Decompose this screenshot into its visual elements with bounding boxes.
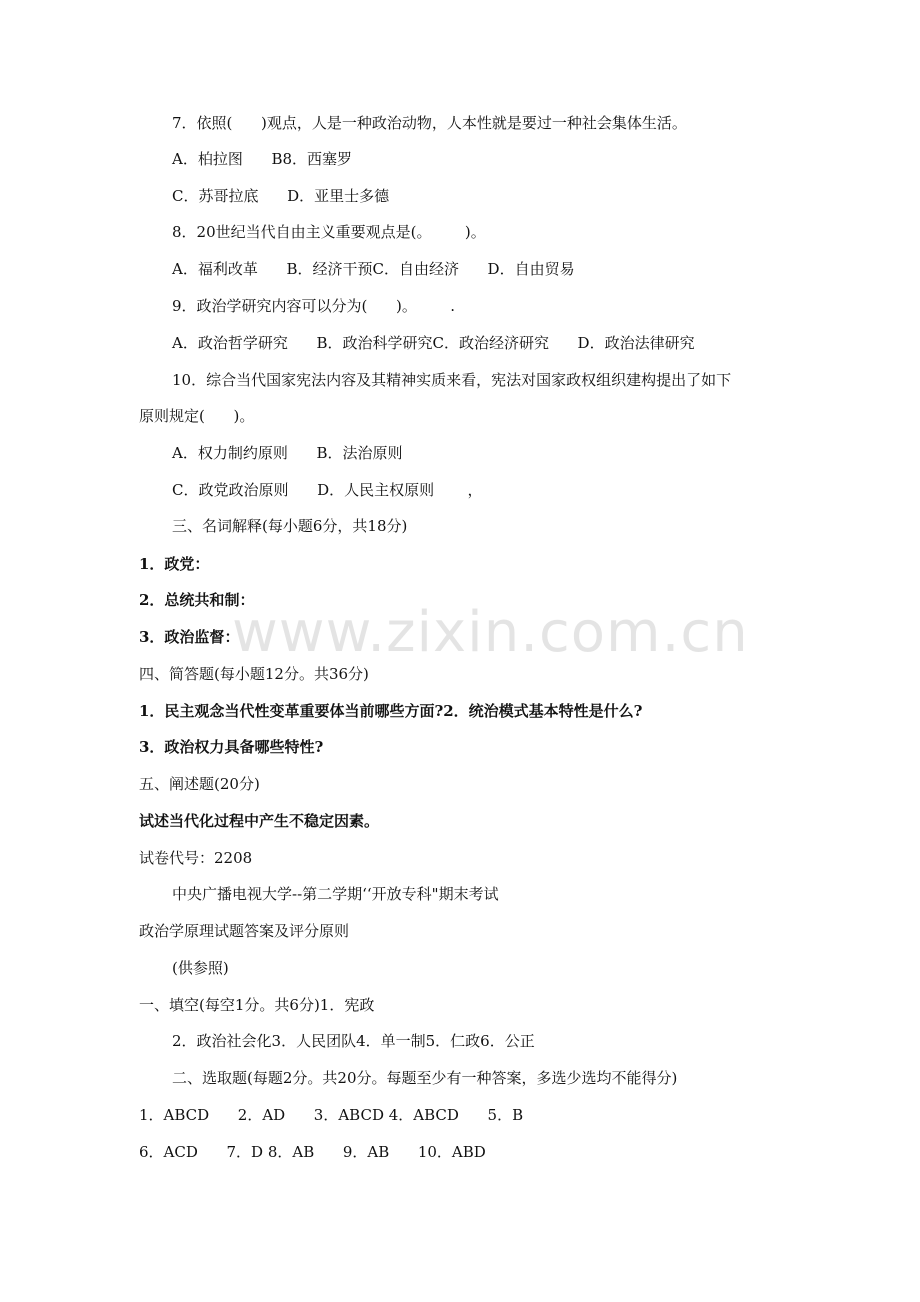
term-3: 3．政治监督： — [139, 628, 240, 646]
answer-section-1: 一、填空(每空1分。共6分)1．宪政 — [139, 996, 375, 1014]
short-answer-3: 3．政治权力具备哪些特性? — [139, 738, 324, 756]
question-8-options: A．福利改革 B．经济干预C．自由经济 D．自由贸易 — [172, 260, 575, 278]
question-9-options: A．政治哲学研究 B．政治科学研究C．政治经济研究 D．政治法律研究 — [172, 334, 695, 352]
answer-section-1-continued: 2．政治社会化3．人民团队4．单一制5．仁政6．公正 — [172, 1032, 535, 1050]
watermark: www.zixin.com.cn — [232, 600, 749, 665]
reference-note: (供参照) — [172, 959, 229, 977]
answers-6-10: 6．ACD 7．D 8．AB 9．AB 10．ABD — [139, 1143, 486, 1161]
answers-1-5: 1．ABCD 2．AD 3．ABCD 4．ABCD 5．B — [139, 1106, 524, 1124]
question-10: 10．综合当代国家宪法内容及其精神实质来看，宪法对国家政权组织建构提出了如下 — [172, 371, 732, 389]
term-2: 2．总统共和制： — [139, 591, 255, 609]
question-7-options-ab: A．柏拉图 B8．西塞罗 — [172, 150, 353, 168]
section-5-heading: 五、阐述题(20分) — [139, 775, 260, 793]
answer-section-2-heading: 二、选取题(每题2分。共20分。每题至少有一种答案，多选少选均不能得分) — [172, 1069, 678, 1087]
section-4-heading: 四、简答题(每小题12分。共36分) — [139, 665, 369, 683]
essay-question: 试述当代化过程中产生不稳定因素。 — [139, 812, 380, 830]
question-10-continued: 原则规定( )。 — [139, 407, 255, 425]
exam-code: 试卷代号：2208 — [139, 849, 253, 867]
question-7: 7．依照( )观点，人是一种政治动物，人本性就是要过一种社会集体生活。 — [172, 114, 687, 132]
question-10-options-ab: A．权力制约原则 B．法治原则 — [172, 444, 403, 462]
question-10-options-cd: C．政党政治原则 D．人民主权原则 ， — [172, 481, 483, 499]
answer-key-title: 政治学原理试题答案及评分原则 — [139, 922, 350, 940]
question-9: 9．政治学研究内容可以分为( )。 . — [172, 297, 456, 315]
exam-title: 中央广播电视大学--第二学期‘‘开放专科"期末考试 — [172, 885, 499, 903]
section-3-heading: 三、名词解释(每小题6分，共18分) — [172, 517, 408, 535]
question-7-options-cd: C．苏哥拉底 D．亚里士多德 — [172, 187, 390, 205]
short-answer-1-2: 1．民主观念当代性变革重要体当前哪些方面?2．统治模式基本特性是什么? — [139, 702, 643, 720]
question-8: 8．20世纪当代自由主义重要观点是(。 )。 — [172, 223, 486, 241]
term-1: 1．政党： — [139, 555, 210, 573]
